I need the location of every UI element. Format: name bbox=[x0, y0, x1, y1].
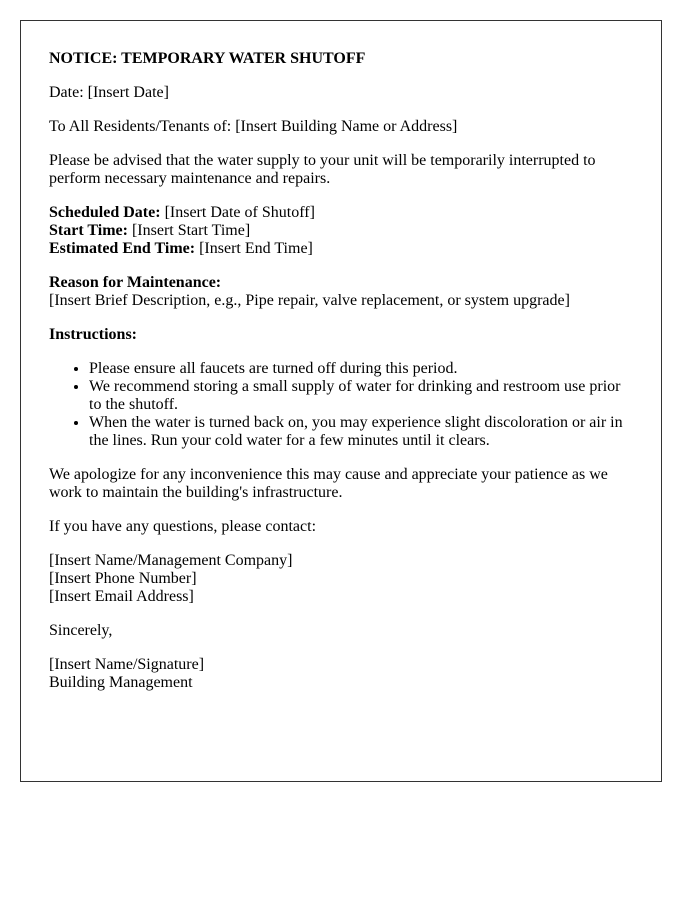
contact-email: [Insert Email Address] bbox=[49, 588, 194, 605]
contact-name: [Insert Name/Management Company] bbox=[49, 552, 293, 569]
schedule-block bbox=[49, 204, 633, 258]
contact-phone: [Insert Phone Number] bbox=[49, 570, 197, 587]
notice-title: NOTICE: TEMPORARY WATER SHUTOFF bbox=[49, 50, 366, 67]
instructions-list bbox=[49, 360, 633, 450]
start-time-row bbox=[49, 222, 633, 240]
date-line: Date: [Insert Date] bbox=[49, 84, 169, 101]
intro-paragraph: Please be advised that the water supply to your unit will be temporarily interrupted to perform necessary maintenance and repairs. bbox=[49, 152, 596, 187]
reason-label: Reason for Maintenance: bbox=[49, 274, 222, 291]
signature-name: [Insert Name/Signature] bbox=[49, 656, 205, 673]
instruction-item: • We recommend storing a small supply of water for drinking and restroom use prior to the shutoff. bbox=[89, 378, 633, 414]
scheduled-date-label: Scheduled Date: bbox=[49, 204, 161, 221]
contact-prompt: If you have any questions, please contact: bbox=[49, 518, 317, 535]
end-time-value: [Insert End Time] bbox=[195, 240, 313, 257]
end-time-label: Estimated End Time: bbox=[49, 240, 196, 257]
end-time-row bbox=[49, 240, 633, 258]
instruction-item: • Please ensure all faucets are turned off during this period. bbox=[89, 360, 633, 378]
instruction-item: • When the water is turned back on, you may experience slight discoloration or air in the lines. Run your cold water for a few minutes until it clears. bbox=[89, 414, 633, 450]
signature-org: Building Management bbox=[49, 674, 193, 691]
contact-block bbox=[49, 552, 633, 606]
reason-block bbox=[49, 274, 633, 310]
signature-block bbox=[49, 656, 633, 692]
instructions-heading bbox=[49, 326, 633, 344]
reason-value: [Insert Brief Description, e.g., Pipe repair, valve replacement, or system upgrade] bbox=[49, 292, 570, 309]
notice-document bbox=[20, 20, 662, 782]
start-time-value: [Insert Start Time] bbox=[127, 222, 251, 239]
apology-paragraph: We apologize for any inconvenience this may cause and appreciate your patience as we work to maintain the building's infrastructure. bbox=[49, 466, 608, 501]
start-time-label: Start Time: bbox=[49, 222, 128, 239]
scheduled-date-row bbox=[49, 204, 633, 222]
closing: Sincerely, bbox=[49, 622, 113, 639]
scheduled-date-value: [Insert Date of Shutoff] bbox=[160, 204, 315, 221]
recipients-line: To All Residents/Tenants of: [Insert Building Name or Address] bbox=[49, 118, 458, 135]
instructions-label: Instructions: bbox=[49, 326, 138, 343]
